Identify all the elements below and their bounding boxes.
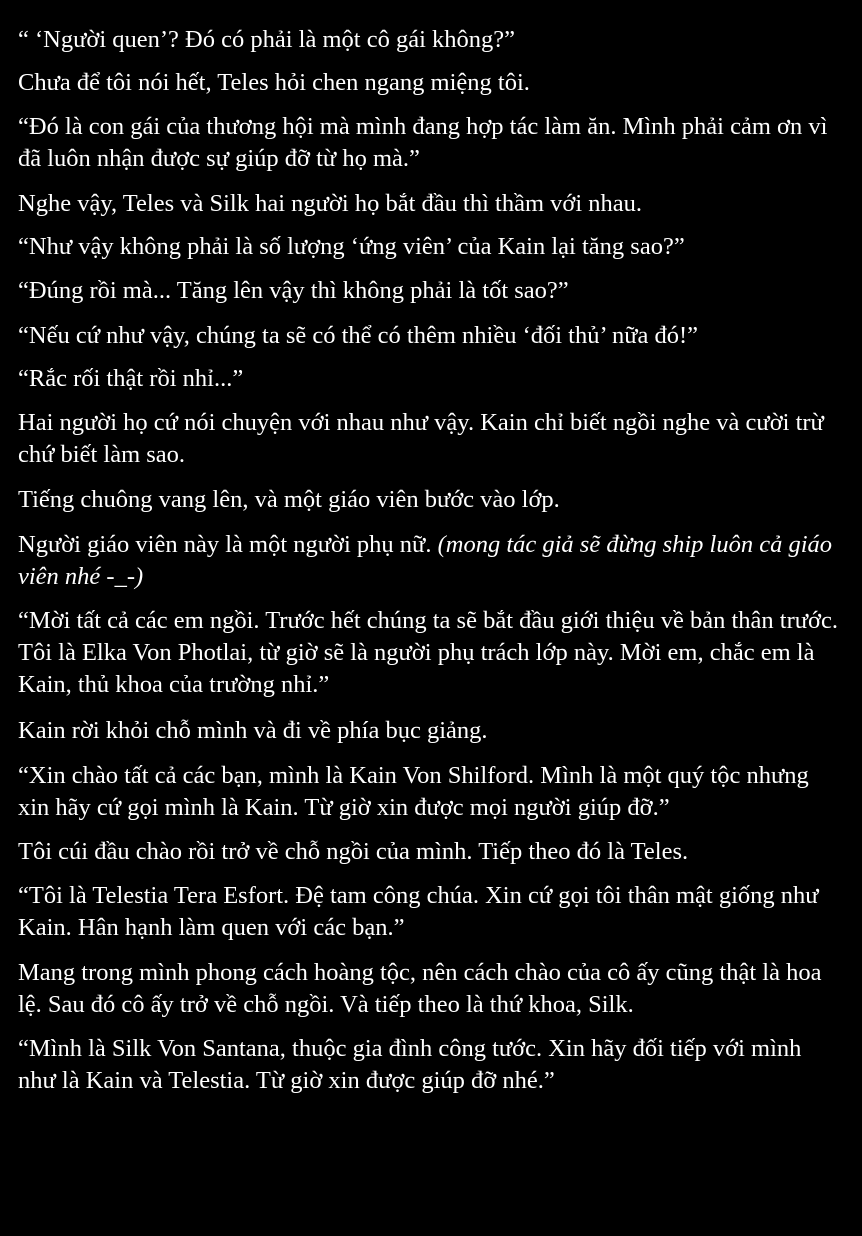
paragraph-17: Mang trong mình phong cách hoàng tộc, nên cách chào của cô ấy cũng thật là hoa lệ. Sau đó cô ấy trở về chỗ ngồi. Và tiếp theo là thứ khoa, Silk. xyxy=(18,959,822,1018)
paragraph-1: “ ‘Người quen’? Đó có phải là một cô gái không?” xyxy=(18,26,516,53)
paragraph-11-text: Người giáo viên này là một người phụ nữ. xyxy=(18,531,438,558)
paragraph-6: “Đúng rồi mà... Tăng lên vậy thì không phải là tốt sao?” xyxy=(18,277,569,304)
paragraph-18: “Mình là Silk Von Santana, thuộc gia đình công tước. Xin hãy đối tiếp với mình như là Kain và Telestia. Từ giờ xin được giúp đỡ nhé.” xyxy=(18,1035,802,1094)
paragraph-9: Hai người họ cứ nói chuyện với nhau như vậy. Kain chỉ biết ngồi nghe và cười trừ chứ biết làm sao. xyxy=(18,409,824,468)
paragraph-16: “Tôi là Telestia Tera Esfort. Đệ tam công chúa. Xin cứ gọi tôi thân mật giống như Kain. Hân hạnh làm quen với các bạn.” xyxy=(18,882,819,941)
paragraph-7: “Nếu cứ như vậy, chúng ta sẽ có thể có thêm nhiều ‘đối thủ’ nữa đó!” xyxy=(18,322,699,349)
paragraph-2: Chưa để tôi nói hết, Teles hỏi chen ngang miệng tôi. xyxy=(18,69,530,96)
paragraph-13: Kain rời khỏi chỗ mình và đi về phía bục giảng. xyxy=(18,717,488,744)
paragraph-11 xyxy=(18,529,844,593)
paragraph-8: “Rắc rối thật rồi nhỉ...” xyxy=(18,365,244,392)
paragraph-12: “Mời tất cả các em ngồi. Trước hết chúng ta sẽ bắt đầu giới thiệu về bản thân trước. Tôi là Elka Von Photlai, từ giờ sẽ là người phụ trách lớp này. Mời em, chắc em là Kain, thủ khoa của trường nhỉ.” xyxy=(18,607,838,698)
paragraph-3: “Đó là con gái của thương hội mà mình đang hợp tác làm ăn. Mình phải cảm ơn vì đã luôn nhận được sự giúp đỡ từ họ mà.” xyxy=(18,113,828,172)
paragraph-15: Tôi cúi đầu chào rồi trở về chỗ ngồi của mình. Tiếp theo đó là Teles. xyxy=(18,838,689,865)
paragraph-10: Tiếng chuông vang lên, và một giáo viên bước vào lớp. xyxy=(18,486,560,513)
paragraph-5: “Như vậy không phải là số lượng ‘ứng viên’ của Kain lại tăng sao?” xyxy=(18,233,685,260)
paragraph-14: “Xin chào tất cả các bạn, mình là Kain Von Shilford. Mình là một quý tộc nhưng xin hãy cứ gọi mình là Kain. Từ giờ xin được mọi người giúp đỡ.” xyxy=(18,762,809,821)
paragraph-4: Nghe vậy, Teles và Silk hai người họ bắt đầu thì thầm với nhau. xyxy=(18,190,643,217)
translator-note: (mong tác giả sẽ đừng ship luôn cả giáo viên nhé -_-) xyxy=(18,531,833,590)
